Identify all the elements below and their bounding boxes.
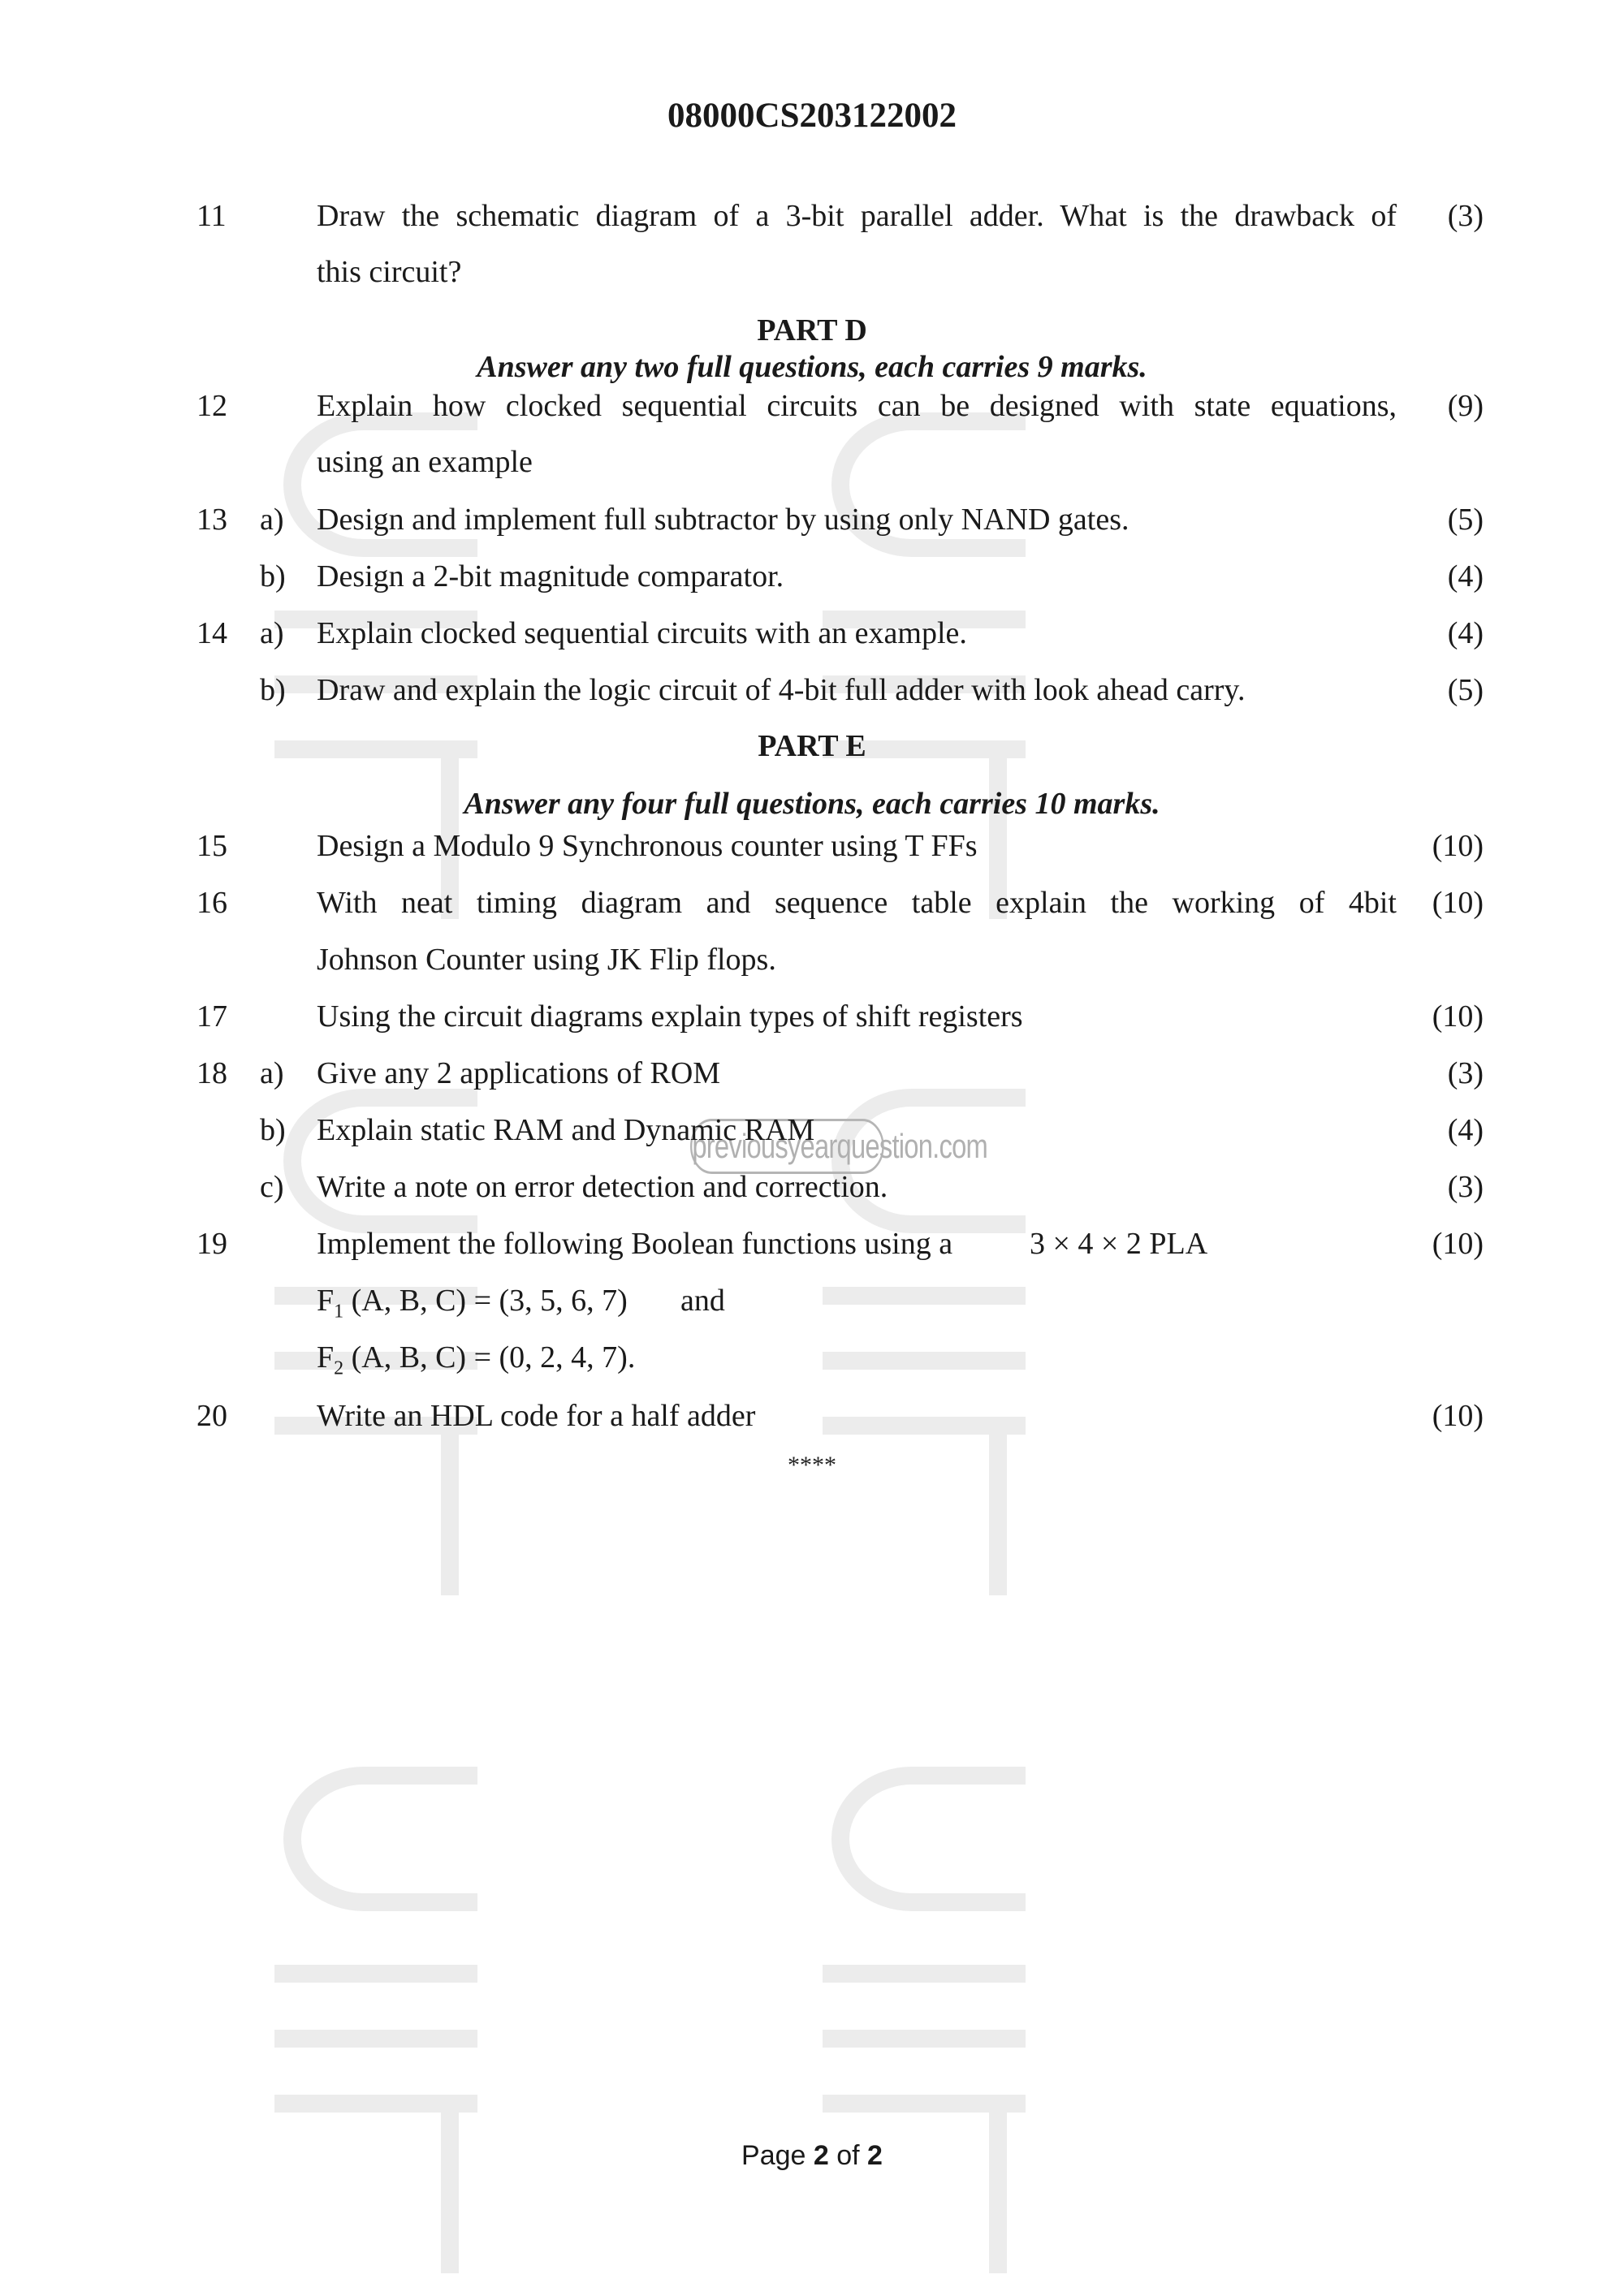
current-page: 2 — [813, 2140, 829, 2171]
question-number: 19 — [197, 1227, 227, 1261]
question-marks: (9) — [1447, 389, 1484, 423]
question-text: Give any 2 applications of ROM — [317, 1056, 721, 1090]
question-number: 20 — [197, 1399, 227, 1433]
function-f2-expression: $F_2$ (A, B, C) = (0, 2, 4, 7). — [317, 1340, 636, 1379]
question-number: 18 — [197, 1056, 227, 1090]
question-marks: (10) — [1432, 1399, 1484, 1433]
question-marks: (4) — [1447, 1113, 1484, 1147]
question-number: 15 — [197, 829, 227, 863]
question-text: using an example — [317, 445, 533, 479]
question-text: Design and implement full subtractor by using only NAND gates. — [317, 503, 1129, 537]
part-d-title: PART D — [757, 313, 867, 347]
conjunction-and: and — [680, 1284, 725, 1318]
sub-question-label: b) — [260, 559, 286, 593]
question-text: Explain clocked sequential circuits with an example. — [317, 616, 967, 650]
page-footer: Page 2 of 2 — [741, 2140, 883, 2171]
pla-size: 3 × 4 × 2 PLA — [1030, 1227, 1208, 1261]
question-text: With neat timing diagram and sequence table explain the working of 4bit — [317, 886, 1397, 920]
question-text: Implement the following Boolean functions using a — [317, 1227, 953, 1261]
question-number: 13 — [197, 503, 227, 537]
question-text: Write an HDL code for a half adder — [317, 1399, 756, 1433]
question-text: this circuit? — [317, 255, 462, 289]
question-text: Design a 2-bit magnitude comparator. — [317, 559, 784, 593]
part-e-title: PART E — [758, 729, 866, 763]
question-marks: (3) — [1447, 1056, 1484, 1090]
question-marks: (5) — [1447, 673, 1484, 707]
question-text: Using the circuit diagrams explain types of shift registers — [317, 999, 1023, 1034]
sub-question-label: a) — [260, 616, 284, 650]
question-number: 12 — [197, 389, 227, 423]
question-marks: (10) — [1432, 829, 1484, 863]
question-number: 14 — [197, 616, 227, 650]
question-text: Explain static RAM and Dynamic RAM — [317, 1113, 815, 1147]
question-text: Write a note on error detection and correction. — [317, 1170, 888, 1204]
question-text: Draw and explain the logic circuit of 4-bit full adder with look ahead carry. — [317, 673, 1246, 707]
question-marks: (3) — [1447, 199, 1484, 233]
question-marks: (10) — [1432, 1227, 1484, 1261]
paper-code: 08000CS203122002 — [667, 97, 957, 135]
question-text: Johnson Counter using JK Flip flops. — [317, 943, 776, 977]
part-e-instruction: Answer any four full questions, each carries 10 marks. — [464, 787, 1160, 821]
question-marks: (3) — [1447, 1170, 1484, 1204]
question-marks: (4) — [1447, 616, 1484, 650]
sub-question-label: c) — [260, 1170, 284, 1204]
question-marks: (4) — [1447, 559, 1484, 593]
sub-question-label: b) — [260, 1113, 286, 1147]
question-marks: (10) — [1432, 999, 1484, 1034]
question-text: Draw the schematic diagram of a 3-bit parallel adder. What is the drawback of — [317, 199, 1397, 233]
sub-question-label: a) — [260, 503, 284, 537]
question-marks: (5) — [1447, 503, 1484, 537]
sub-question-label: b) — [260, 673, 286, 707]
question-number: 11 — [197, 199, 227, 233]
sub-question-label: a) — [260, 1056, 284, 1090]
question-text: Design a Modulo 9 Synchronous counter using T FFs — [317, 829, 978, 863]
function-f1-expression: $F_1$ (A, B, C) = (3, 5, 6, 7) — [317, 1284, 628, 1323]
part-d-instruction: Answer any two full questions, each carries 9 marks. — [477, 350, 1147, 384]
question-number: 17 — [197, 999, 227, 1034]
end-marker: **** — [788, 1452, 836, 1478]
question-marks: (10) — [1432, 886, 1484, 920]
question-text: Explain how clocked sequential circuits can be designed with state equations, — [317, 389, 1397, 423]
question-number: 16 — [197, 886, 227, 920]
total-pages: 2 — [867, 2140, 883, 2171]
website-watermark: previousyearquestion.com — [690, 1119, 884, 1174]
